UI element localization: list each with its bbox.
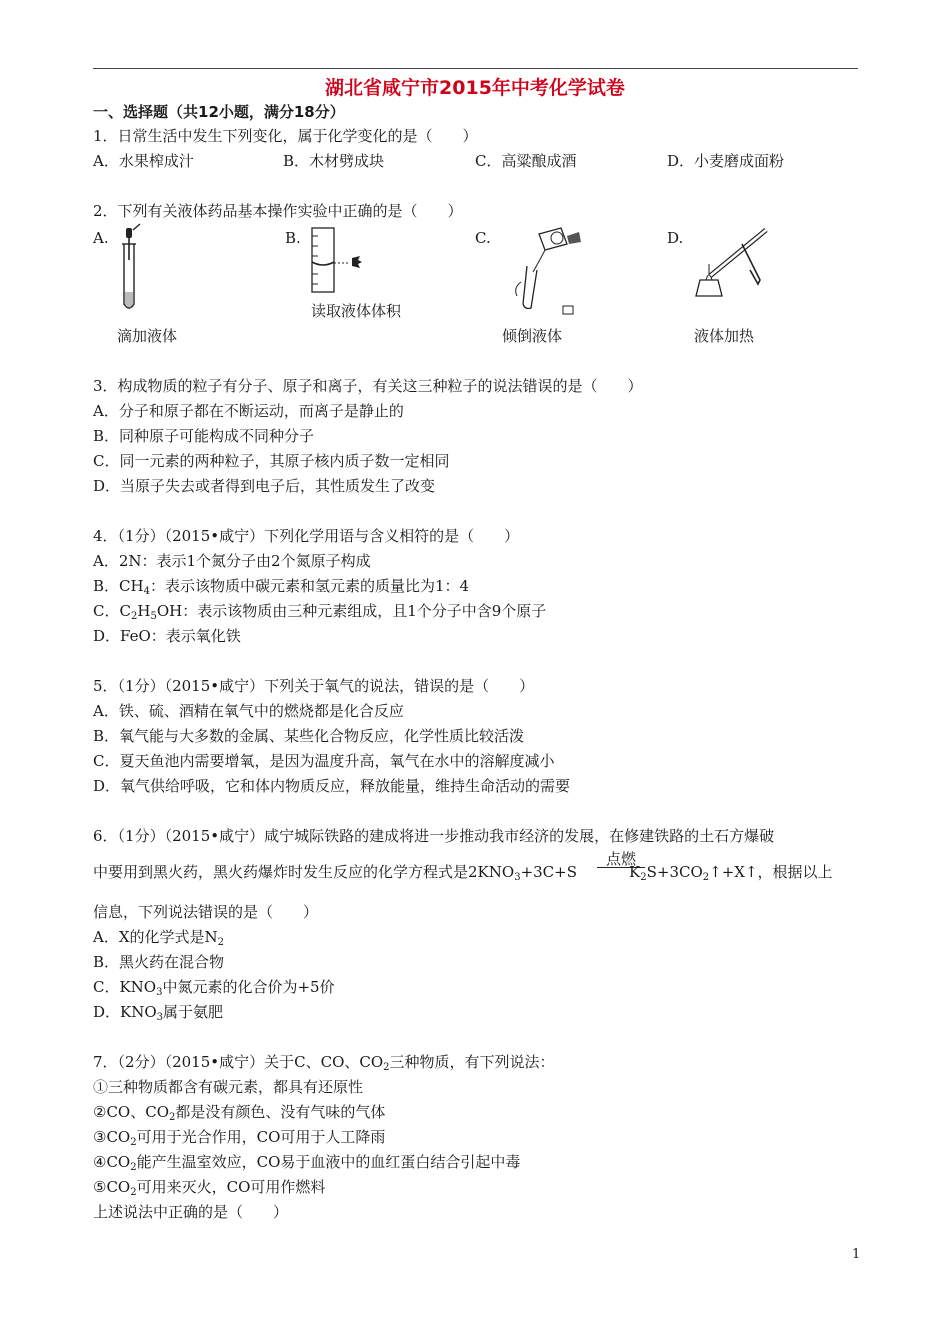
q7-statement-5: $⑤CO_2$可用来灭火，CO可用作燃料 <box>93 1178 326 1198</box>
q6-option-d: D．$KNO_3$属于氨肥 <box>93 1003 224 1023</box>
q3-option-b: B．同种原子可能构成不同种分子 <box>93 427 315 445</box>
reaction-condition: 点燃 <box>605 850 636 868</box>
section-heading: 一、选择题（共12小题，满分18分） <box>93 103 345 121</box>
q4-option-b: B．$CH_4$：表示该物质中碳元素和氢元素的质量比为1：4 <box>93 577 470 597</box>
q3-option-c: C．同一元素的两种粒子，其原子核内质子数一定相同 <box>93 452 450 470</box>
q4-stem: 4．（1分）（2015•咸宁）下列化学用语与含义相符的是（ ） <box>93 527 520 545</box>
q2-caption-a: 滴加液体 <box>117 327 178 345</box>
q6-stem-line3: 信息，下列说法错误的是（ ） <box>93 903 319 921</box>
q7-statement-1: ①三种物质都含有碳元素，都具有还原性 <box>93 1078 364 1096</box>
q5-option-a: A．铁、硫、酒精在氧气中的燃烧都是化合反应 <box>93 702 404 720</box>
q1-option-d: D．小麦磨成面粉 <box>667 152 785 170</box>
q1-option-c: C．高粱酿成酒 <box>475 152 577 170</box>
header-rule <box>93 68 858 69</box>
q4-option-d: D．FeO：表示氧化铁 <box>93 627 241 645</box>
q6-option-b: B．黑火药在混合物 <box>93 953 225 971</box>
q3-stem: 3．构成物质的粒子有分子、原子和离子，有关这三种粒子的说法错误的是（ ） <box>93 377 643 395</box>
reaction-equals-line <box>597 867 645 868</box>
q4-option-a: A．2N：表示1个氮分子由2个氮原子构成 <box>93 552 371 570</box>
dropper-test-tube-figure <box>110 222 150 312</box>
q2-option-c: C. <box>475 229 491 247</box>
q1-stem: 1．日常生活中发生下列变化，属于化学变化的是（ ） <box>93 127 478 145</box>
q3-option-d: D．当原子失去或者得到电子后，其性质发生了改变 <box>93 477 436 495</box>
q6-option-c: C．$KNO_3$中氮元素的化合价为+5价 <box>93 978 335 998</box>
page-title: 湖北省咸宁市2015年中考化学试卷 <box>325 77 625 99</box>
q2-caption-d: 液体加热 <box>694 327 755 345</box>
q7-statement-4: $④CO_2$能产生温室效应，CO易于血液中的血红蛋白结合引起中毒 <box>93 1153 521 1173</box>
q4-option-c: C．$C_2H_5OH$：表示该物质由三种元素组成，且1个分子中含9个原子 <box>93 602 547 622</box>
q2-caption-b: 读取液体体积 <box>311 302 402 320</box>
q6-stem-line1: 6．（1分）（2015•咸宁）咸宁城际铁路的建成将进一步推动我市经济的发展，在修建铁路的土石方爆破 <box>93 827 775 845</box>
q1-option-b: B．木材劈成块 <box>283 152 385 170</box>
q5-stem: 5．（1分）（2015•咸宁）下列关于氧气的说法，错误的是（ ） <box>93 677 535 695</box>
graduated-cylinder-figure <box>300 224 380 296</box>
q7-statement-3: $③CO_2$可用于光合作用，CO可用于人工降雨 <box>93 1128 386 1148</box>
q2-option-d: D. <box>667 229 684 247</box>
heating-liquid-figure <box>688 222 778 312</box>
q5-option-c: C．夏天鱼池内需要增氧，是因为温度升高，氧气在水中的溶解度减小 <box>93 752 555 770</box>
page-number: 1 <box>852 1247 861 1262</box>
q2-caption-c: 倾倒液体 <box>502 327 563 345</box>
q1-option-a: A．水果榨成汁 <box>93 152 194 170</box>
q2-option-b: B. <box>285 229 301 247</box>
q3-option-a: A．分子和原子都在不断运动，而离子是静止的 <box>93 402 404 420</box>
q7-stem: 7．（2分）（2015•咸宁）关于C、CO、$CO_2$三种物质，有下列说法： <box>93 1053 555 1073</box>
q6-stem-line2: 中要用到黑火药，黑火药爆炸时发生反应的化学方程式是$2KNO_3+3C+S$ $K_2S+3CO_2↑+X↑$，根据以上 <box>93 863 833 883</box>
q5-option-b: B．氧气能与大多数的金属、某些化合物反应，化学性质比较活泼 <box>93 727 525 745</box>
q5-option-d: D．氧气供给呼吸，它和体内物质反应，释放能量，维持生命活动的需要 <box>93 777 571 795</box>
q7-ending: 上述说法中正确的是（ ） <box>93 1203 289 1221</box>
q7-statement-2: ②CO、$CO_2$都是没有颜色、没有气味的气体 <box>93 1103 386 1123</box>
q6-option-a: A．X的化学式是$N_2$ <box>93 928 225 948</box>
pouring-liquid-figure <box>497 222 587 322</box>
q2-option-a: A. <box>93 229 109 247</box>
q2-stem: 2．下列有关液体药品基本操作实验中正确的是（ ） <box>93 202 463 220</box>
